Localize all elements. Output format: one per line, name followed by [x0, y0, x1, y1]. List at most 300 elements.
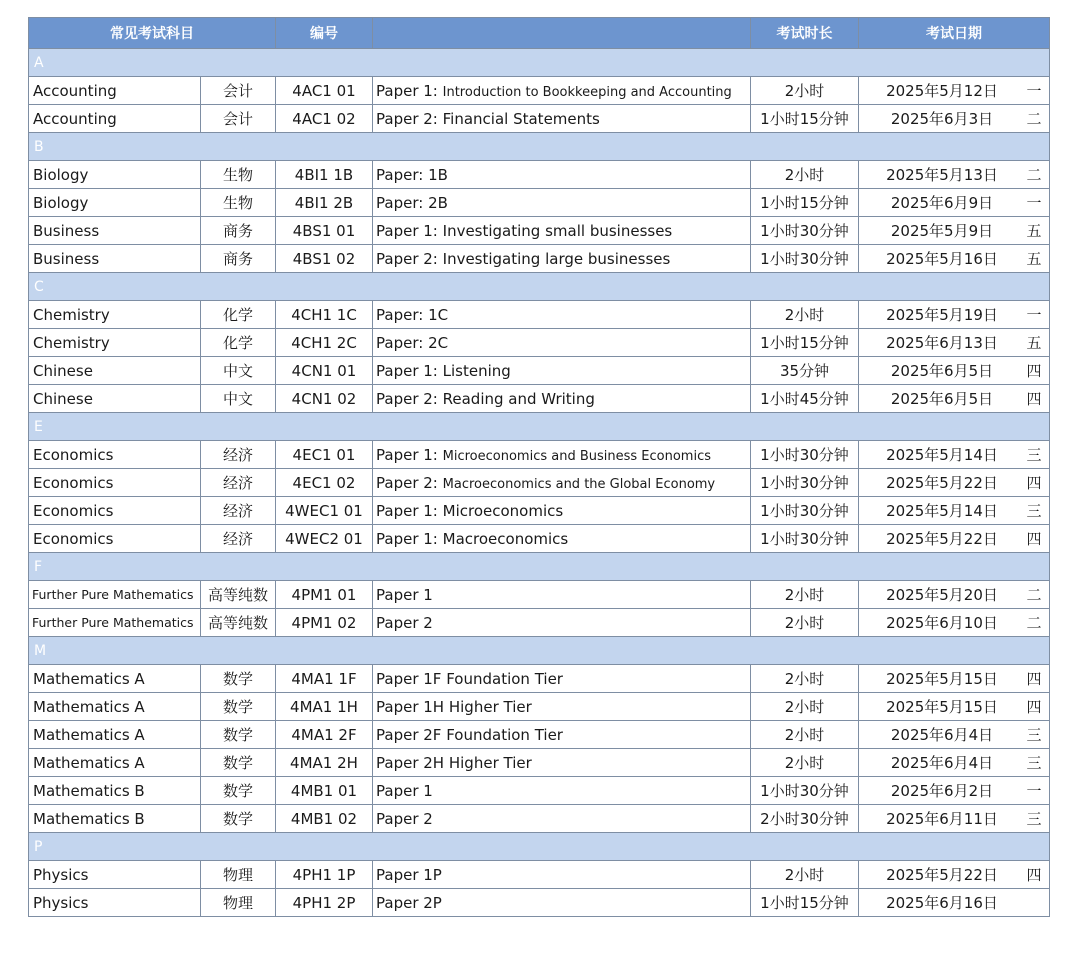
exam-duration: 2小时: [751, 161, 859, 189]
table-row: [29, 889, 1050, 917]
exam-code: 4CN1 01: [276, 357, 373, 385]
section-row: [29, 413, 1050, 441]
paper-cell: [373, 665, 751, 693]
exam-duration: 1小时15分钟: [751, 889, 859, 917]
table-row: [29, 609, 1050, 637]
exam-duration: 1小时30分钟: [751, 245, 859, 273]
paper-label: Paper 2:: [376, 473, 438, 492]
exam-date-cell: [859, 693, 1050, 721]
paper-description: Foundation Tier: [446, 725, 563, 744]
table-row: [29, 497, 1050, 525]
exam-weekday: 二: [1026, 166, 1042, 184]
exam-duration: 2小时: [751, 665, 859, 693]
paper-cell: [373, 861, 751, 889]
date-wrap: [859, 245, 1049, 272]
exam-code: 4WEC2 01: [276, 525, 373, 553]
subject-english: Economics: [29, 497, 201, 525]
exam-code: 4AC1 01: [276, 77, 373, 105]
paper-cell: [373, 189, 751, 217]
exam-date-cell: [859, 161, 1050, 189]
subject-chinese: 会计: [201, 105, 276, 133]
paper-description: 1C: [428, 305, 449, 324]
paper-description: Microeconomics: [442, 501, 564, 520]
table-row: [29, 665, 1050, 693]
date-wrap: [859, 497, 1049, 524]
exam-date-cell: [859, 805, 1050, 833]
date-wrap: [859, 721, 1049, 748]
paper-cell: [373, 217, 751, 245]
table-row: [29, 805, 1050, 833]
table-row: [29, 189, 1050, 217]
paper-description: Microeconomics and Business Economics: [442, 448, 712, 464]
exam-date-cell: [859, 105, 1050, 133]
exam-code: 4MB1 02: [276, 805, 373, 833]
exam-duration: 1小时30分钟: [751, 497, 859, 525]
exam-code: 4WEC1 01: [276, 497, 373, 525]
exam-duration: 2小时: [751, 861, 859, 889]
subject-english: Economics: [29, 441, 201, 469]
subject-english: Business: [29, 245, 201, 273]
paper-label: Paper 1:: [376, 81, 438, 100]
subject-english: Physics: [29, 861, 201, 889]
exam-code: 4AC1 02: [276, 105, 373, 133]
paper-label: Paper 2F: [376, 725, 442, 744]
exam-date: 2025年6月11日: [886, 810, 998, 828]
header-row: [29, 18, 1050, 49]
exam-date: 2025年5月16日: [886, 250, 998, 268]
date-wrap: [859, 189, 1049, 216]
paper-label: Paper:: [376, 333, 424, 352]
exam-duration: 1小时15分钟: [751, 189, 859, 217]
exam-date: 2025年6月2日: [890, 782, 994, 800]
subject-chinese: 会计: [201, 77, 276, 105]
paper-label: Paper 1H: [376, 697, 445, 716]
exam-code: 4BI1 1B: [276, 161, 373, 189]
paper-label: Paper 2H: [376, 753, 445, 772]
subject-chinese: 数学: [201, 693, 276, 721]
subject-chinese: 数学: [201, 665, 276, 693]
table-row: [29, 385, 1050, 413]
paper-description: Investigating small businesses: [442, 221, 673, 240]
exam-duration: 2小时: [751, 693, 859, 721]
subject-english: Mathematics B: [29, 777, 201, 805]
table-row: [29, 581, 1050, 609]
table-row: [29, 721, 1050, 749]
exam-duration: 2小时: [751, 749, 859, 777]
exam-date: 2025年6月9日: [890, 194, 994, 212]
exam-weekday: 二: [1026, 586, 1042, 604]
subject-chinese: 物理: [201, 889, 276, 917]
subject-english: Further Pure Mathematics: [29, 581, 201, 609]
date-wrap: [859, 861, 1049, 888]
date-wrap: [859, 329, 1049, 356]
date-wrap: [859, 665, 1049, 692]
table-row: [29, 441, 1050, 469]
paper-cell: [373, 301, 751, 329]
paper-cell: [373, 245, 751, 273]
exam-code: 4MA1 2H: [276, 749, 373, 777]
table-row: [29, 749, 1050, 777]
paper-description: 2B: [428, 193, 448, 212]
exam-weekday: 四: [1026, 474, 1042, 492]
table-row: [29, 357, 1050, 385]
exam-code: 4EC1 01: [276, 441, 373, 469]
paper-label: Paper 1F: [376, 669, 442, 688]
date-wrap: [859, 77, 1049, 104]
paper-description: Foundation Tier: [446, 669, 563, 688]
paper-label: Paper 2:: [376, 109, 438, 128]
table-row: [29, 469, 1050, 497]
paper-description: Introduction to Bookkeeping and Accounting: [442, 84, 732, 100]
exam-weekday: 三: [1026, 754, 1042, 772]
exam-date: 2025年5月19日: [886, 306, 998, 324]
table-row: [29, 693, 1050, 721]
exam-date-cell: [859, 77, 1050, 105]
exam-weekday: 四: [1026, 362, 1042, 380]
exam-code: 4CN1 02: [276, 385, 373, 413]
paper-cell: [373, 385, 751, 413]
date-wrap: [859, 805, 1049, 832]
exam-date: 2025年5月22日: [886, 866, 998, 884]
paper-description: Macroeconomics: [442, 529, 569, 548]
paper-label: Paper:: [376, 165, 424, 184]
header-duration: 考试时长: [751, 18, 859, 49]
paper-label: Paper 2: [376, 809, 433, 828]
subject-english: Economics: [29, 469, 201, 497]
subject-english: Mathematics A: [29, 749, 201, 777]
section-row: [29, 49, 1050, 77]
exam-code: 4BI1 2B: [276, 189, 373, 217]
exam-duration: 2小时: [751, 77, 859, 105]
exam-date-cell: [859, 469, 1050, 497]
exam-date-cell: [859, 357, 1050, 385]
exam-date-cell: [859, 749, 1050, 777]
exam-date: 2025年5月14日: [886, 502, 998, 520]
subject-english: Chemistry: [29, 329, 201, 357]
paper-label: Paper 2: [376, 613, 433, 632]
exam-duration: 1小时30分钟: [751, 441, 859, 469]
exam-duration: 2小时: [751, 581, 859, 609]
date-wrap: [859, 749, 1049, 776]
paper-cell: [373, 581, 751, 609]
exam-duration: 1小时30分钟: [751, 217, 859, 245]
exam-code: 4EC1 02: [276, 469, 373, 497]
paper-label: Paper 1:: [376, 501, 438, 520]
paper-label: Paper 1P: [376, 865, 442, 884]
paper-label: Paper:: [376, 305, 424, 324]
date-wrap: [859, 525, 1049, 552]
subject-english: Chinese: [29, 357, 201, 385]
paper-cell: [373, 777, 751, 805]
exam-date-cell: [859, 665, 1050, 693]
paper-cell: [373, 469, 751, 497]
exam-duration: 1小时45分钟: [751, 385, 859, 413]
paper-label: Paper 1:: [376, 445, 438, 464]
section-row: [29, 273, 1050, 301]
exam-duration: 2小时: [751, 609, 859, 637]
exam-date: 2025年6月10日: [886, 614, 998, 632]
header-code: 编号: [276, 18, 373, 49]
paper-cell: [373, 889, 751, 917]
exam-date: 2025年6月5日: [890, 362, 994, 380]
section-letter: M: [29, 637, 1050, 665]
exam-code: 4MA1 2F: [276, 721, 373, 749]
exam-date: 2025年6月4日: [890, 726, 994, 744]
exam-date: 2025年6月3日: [890, 110, 994, 128]
date-wrap: [859, 217, 1049, 244]
paper-cell: [373, 77, 751, 105]
table-row: [29, 77, 1050, 105]
exam-date: 2025年6月5日: [890, 390, 994, 408]
exam-duration: 1小时30分钟: [751, 777, 859, 805]
section-row: [29, 833, 1050, 861]
exam-date-cell: [859, 329, 1050, 357]
subject-chinese: 经济: [201, 441, 276, 469]
subject-english: Biology: [29, 189, 201, 217]
exam-date: 2025年5月13日: [886, 166, 998, 184]
exam-duration: 35分钟: [751, 357, 859, 385]
exam-date: 2025年5月15日: [886, 670, 998, 688]
exam-date-cell: [859, 609, 1050, 637]
paper-label: Paper 2:: [376, 389, 438, 408]
subject-english: Accounting: [29, 77, 201, 105]
paper-cell: [373, 161, 751, 189]
subject-english: Mathematics B: [29, 805, 201, 833]
paper-cell: [373, 525, 751, 553]
exam-date: 2025年5月20日: [886, 586, 998, 604]
exam-weekday: 一: [1026, 82, 1042, 100]
subject-english: Physics: [29, 889, 201, 917]
exam-weekday: 五: [1026, 250, 1042, 268]
exam-date: 2025年5月22日: [886, 530, 998, 548]
table-row: [29, 329, 1050, 357]
paper-label: Paper 2P: [376, 893, 442, 912]
exam-weekday: 五: [1026, 222, 1042, 240]
paper-label: Paper 1:: [376, 361, 438, 380]
exam-weekday: 三: [1026, 726, 1042, 744]
subject-chinese: 高等纯数: [201, 609, 276, 637]
subject-english: Mathematics A: [29, 721, 201, 749]
header-date: 考试日期: [859, 18, 1050, 49]
date-wrap: [859, 441, 1049, 468]
paper-cell: [373, 329, 751, 357]
table-row: [29, 245, 1050, 273]
exam-code: 4CH1 1C: [276, 301, 373, 329]
paper-description: Higher Tier: [448, 753, 532, 772]
subject-chinese: 经济: [201, 469, 276, 497]
exam-date-cell: [859, 525, 1050, 553]
subject-chinese: 物理: [201, 861, 276, 889]
exam-weekday: 五: [1026, 334, 1042, 352]
paper-label: Paper 1:: [376, 529, 438, 548]
date-wrap: [859, 693, 1049, 720]
section-letter: F: [29, 553, 1050, 581]
exam-date: 2025年6月13日: [886, 334, 998, 352]
date-wrap: [859, 161, 1049, 188]
exam-code: 4BS1 01: [276, 217, 373, 245]
paper-label: Paper:: [376, 193, 424, 212]
subject-chinese: 商务: [201, 245, 276, 273]
date-wrap: [859, 609, 1049, 636]
subject-chinese: 经济: [201, 525, 276, 553]
header-paper: [373, 18, 751, 49]
subject-english: Further Pure Mathematics: [29, 609, 201, 637]
paper-label: Paper 1: [376, 585, 433, 604]
exam-date-cell: [859, 721, 1050, 749]
paper-description: 2C: [428, 333, 449, 352]
paper-description: Reading and Writing: [442, 389, 595, 408]
subject-chinese: 经济: [201, 497, 276, 525]
paper-label: Paper 2:: [376, 249, 438, 268]
exam-duration: 1小时15分钟: [751, 329, 859, 357]
exam-date: 2025年5月15日: [886, 698, 998, 716]
exam-date-cell: [859, 301, 1050, 329]
paper-cell: [373, 609, 751, 637]
paper-description: Listening: [442, 361, 511, 380]
paper-cell: [373, 721, 751, 749]
subject-chinese: 高等纯数: [201, 581, 276, 609]
exam-schedule-sheet: [28, 17, 1049, 917]
exam-weekday: 一: [1026, 306, 1042, 324]
exam-code: 4CH1 2C: [276, 329, 373, 357]
exam-schedule-table: [28, 17, 1050, 917]
exam-date-cell: [859, 777, 1050, 805]
exam-date-cell: [859, 497, 1050, 525]
exam-date-cell: [859, 217, 1050, 245]
exam-duration: 2小时: [751, 721, 859, 749]
paper-description: Financial Statements: [442, 109, 600, 128]
subject-chinese: 数学: [201, 805, 276, 833]
exam-code: 4PH1 1P: [276, 861, 373, 889]
exam-date: 2025年6月4日: [890, 754, 994, 772]
exam-weekday: 四: [1026, 530, 1042, 548]
exam-weekday: 二: [1026, 110, 1042, 128]
subject-chinese: 数学: [201, 777, 276, 805]
exam-code: 4PH1 2P: [276, 889, 373, 917]
exam-date-cell: [859, 889, 1050, 917]
exam-weekday: 四: [1026, 670, 1042, 688]
exam-code: 4MA1 1F: [276, 665, 373, 693]
date-wrap: [859, 777, 1049, 804]
section-row: [29, 133, 1050, 161]
paper-cell: [373, 441, 751, 469]
paper-cell: [373, 749, 751, 777]
exam-duration: 2小时: [751, 301, 859, 329]
subject-chinese: 生物: [201, 161, 276, 189]
subject-chinese: 化学: [201, 329, 276, 357]
exam-weekday: 四: [1026, 698, 1042, 716]
exam-date-cell: [859, 441, 1050, 469]
exam-date: 2025年6月16日: [886, 894, 998, 912]
section-letter: C: [29, 273, 1050, 301]
paper-cell: [373, 693, 751, 721]
paper-description: Investigating large businesses: [442, 249, 671, 268]
table-row: [29, 217, 1050, 245]
table-row: [29, 301, 1050, 329]
exam-code: 4PM1 01: [276, 581, 373, 609]
exam-date: 2025年5月22日: [886, 474, 998, 492]
subject-english: Accounting: [29, 105, 201, 133]
subject-chinese: 化学: [201, 301, 276, 329]
subject-chinese: 数学: [201, 749, 276, 777]
exam-weekday: 三: [1026, 446, 1042, 464]
subject-english: Chemistry: [29, 301, 201, 329]
exam-date: 2025年5月12日: [886, 82, 998, 100]
date-wrap: [859, 105, 1049, 132]
section-row: [29, 637, 1050, 665]
exam-date-cell: [859, 245, 1050, 273]
paper-label: Paper 1: [376, 781, 433, 800]
exam-date-cell: [859, 861, 1050, 889]
paper-description: Macroeconomics and the Global Economy: [442, 476, 716, 492]
table-row: [29, 777, 1050, 805]
exam-date: 2025年5月14日: [886, 446, 998, 464]
exam-weekday: 三: [1026, 502, 1042, 520]
exam-code: 4MA1 1H: [276, 693, 373, 721]
subject-english: Biology: [29, 161, 201, 189]
paper-cell: [373, 497, 751, 525]
subject-chinese: 商务: [201, 217, 276, 245]
date-wrap: [859, 357, 1049, 384]
section-letter: P: [29, 833, 1050, 861]
paper-label: Paper 1:: [376, 221, 438, 240]
paper-description: 1B: [428, 165, 448, 184]
table-row: [29, 861, 1050, 889]
exam-duration: 1小时30分钟: [751, 525, 859, 553]
subject-chinese: 数学: [201, 721, 276, 749]
exam-weekday: 四: [1026, 390, 1042, 408]
date-wrap: [859, 581, 1049, 608]
table-row: [29, 525, 1050, 553]
paper-cell: [373, 105, 751, 133]
exam-date-cell: [859, 385, 1050, 413]
exam-duration: 2小时30分钟: [751, 805, 859, 833]
date-wrap: [859, 469, 1049, 496]
exam-weekday: 二: [1026, 614, 1042, 632]
date-wrap: [859, 301, 1049, 328]
section-letter: A: [29, 49, 1050, 77]
paper-description: Higher Tier: [448, 697, 532, 716]
exam-date: 2025年5月9日: [890, 222, 994, 240]
exam-date-cell: [859, 581, 1050, 609]
exam-date-cell: [859, 189, 1050, 217]
table-body: [29, 49, 1050, 917]
exam-duration: 1小时15分钟: [751, 105, 859, 133]
table-row: [29, 161, 1050, 189]
exam-duration: 1小时30分钟: [751, 469, 859, 497]
subject-chinese: 中文: [201, 357, 276, 385]
exam-code: 4BS1 02: [276, 245, 373, 273]
date-wrap: [859, 889, 1049, 916]
subject-chinese: 生物: [201, 189, 276, 217]
header-subject: 常见考试科目: [29, 18, 276, 49]
subject-english: Economics: [29, 525, 201, 553]
subject-english: Mathematics A: [29, 693, 201, 721]
subject-english: Business: [29, 217, 201, 245]
subject-english: Chinese: [29, 385, 201, 413]
exam-weekday: 一: [1026, 782, 1042, 800]
section-row: [29, 553, 1050, 581]
subject-english: Mathematics A: [29, 665, 201, 693]
subject-chinese: 中文: [201, 385, 276, 413]
table-row: [29, 105, 1050, 133]
section-letter: E: [29, 413, 1050, 441]
section-letter: B: [29, 133, 1050, 161]
exam-weekday: 三: [1026, 810, 1042, 828]
exam-weekday: 四: [1026, 866, 1042, 884]
paper-cell: [373, 357, 751, 385]
date-wrap: [859, 385, 1049, 412]
